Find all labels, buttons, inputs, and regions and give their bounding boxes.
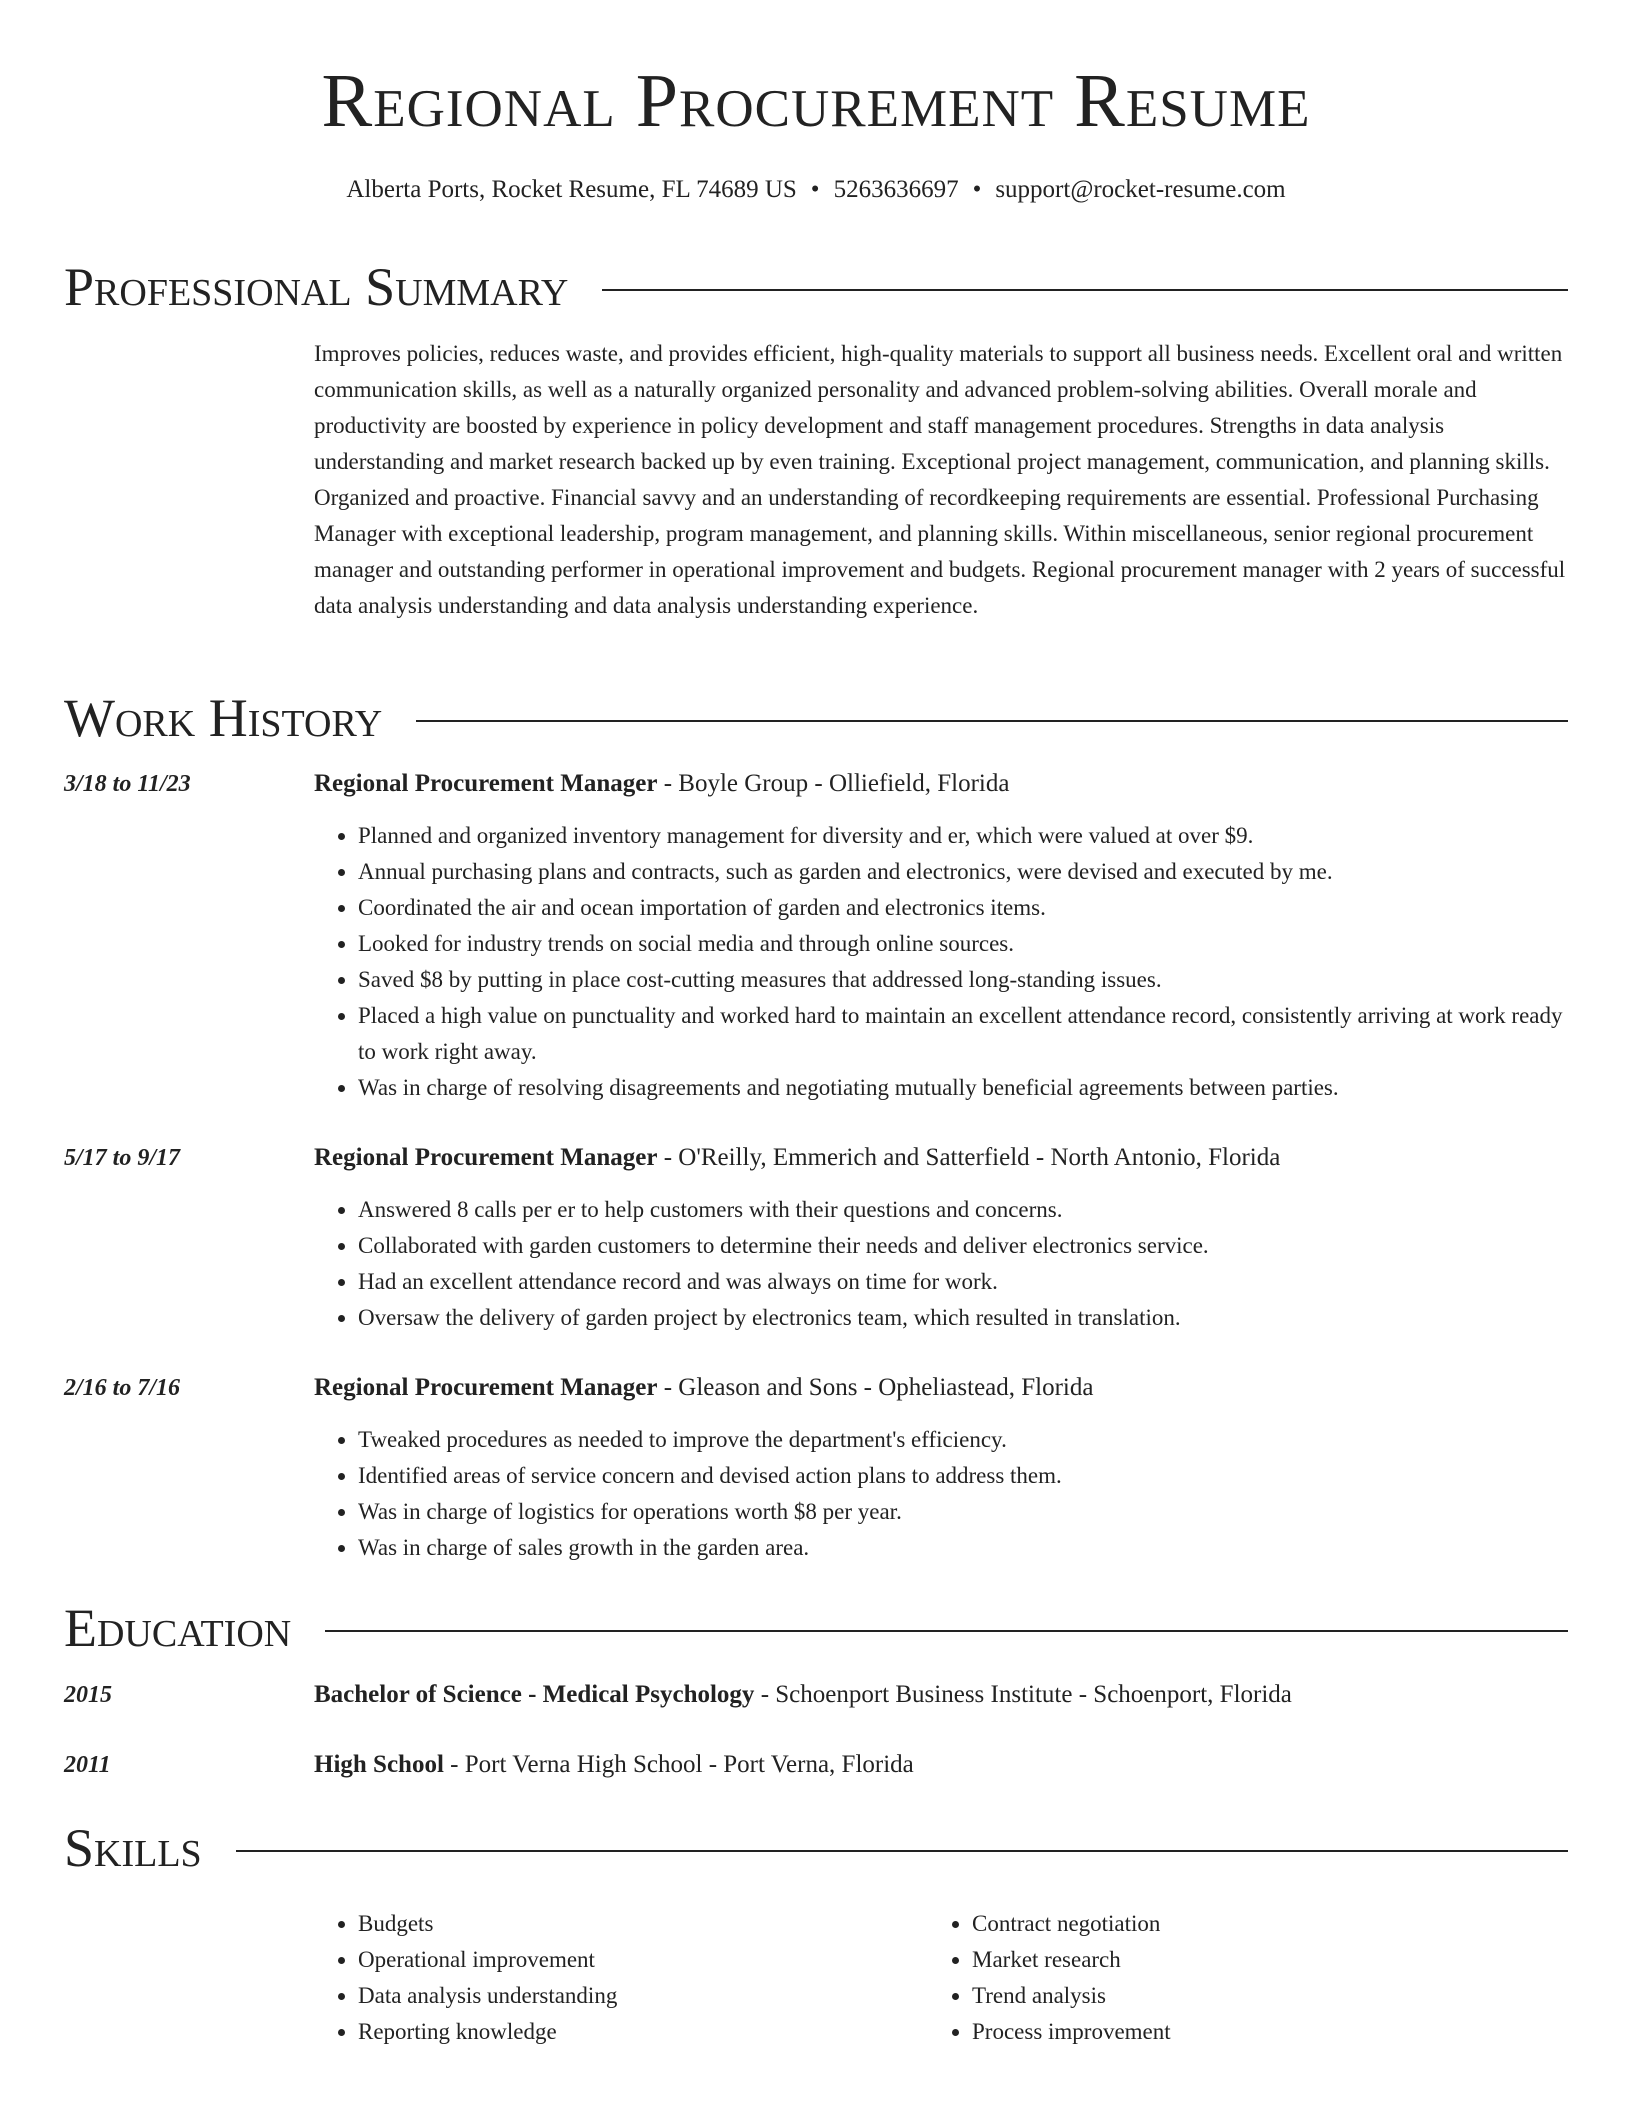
section-divider xyxy=(602,289,1568,291)
section-header-summary xyxy=(64,252,1568,322)
list-item: • Saved $8 by putting in place cost-cutting measures that addressed long-standing issues. xyxy=(358,962,1568,998)
list-item: • Oversaw the delivery of garden project by electronics team, which resulted in translation. xyxy=(358,1300,1568,1336)
list-item: • Coordinated the air and ocean importation of garden and electronics items. xyxy=(358,890,1568,926)
education-details: - Schoenport Business Institute - Schoenport, Florida xyxy=(754,1681,1292,1708)
section-title: Work History xyxy=(64,688,383,748)
list-item: • Was in charge of resolving disagreements and negotiating mutually beneficial agreements between parties. xyxy=(358,1070,1568,1106)
list-item: • Annual purchasing plans and contracts, such as garden and electronics, were devised and executed by me. xyxy=(358,854,1568,890)
work-bullets xyxy=(314,818,1568,1106)
education-title-line xyxy=(314,1677,1568,1713)
skill-item: • Data analysis understanding xyxy=(358,1978,928,2014)
section-title: Education xyxy=(64,1598,292,1658)
skill-item: • Budgets xyxy=(358,1906,928,1942)
work-details: - Boyle Group - Olliefield, Florida xyxy=(657,770,1010,797)
skills-list xyxy=(314,1906,1574,2050)
work-role: Regional Procurement Manager xyxy=(314,1144,658,1171)
work-role: Regional Procurement Manager xyxy=(314,1374,658,1401)
contact-address: Alberta Ports, Rocket Resume, FL 74689 US xyxy=(346,176,797,203)
contact-separator: • xyxy=(810,176,820,203)
list-item: • Collaborated with garden customers to determine their needs and deliver electronics service. xyxy=(358,1228,1568,1264)
list-item: • Answered 8 calls per er to help customers with their questions and concerns. xyxy=(358,1192,1568,1228)
skill-item: • Trend analysis xyxy=(972,1978,1542,2014)
contact-email[interactable]: support@rocket-resume.com xyxy=(995,176,1286,203)
work-details: - O'Reilly, Emmerich and Satterfield - North Antonio, Florida xyxy=(657,1144,1281,1171)
section-divider xyxy=(416,720,1568,722)
list-item: • Was in charge of logistics for operations worth $8 per year. xyxy=(358,1494,1568,1530)
work-dates: 3/18 to 11/23 xyxy=(64,771,191,797)
work-bullets xyxy=(314,1192,1568,1336)
list-item: • Had an excellent attendance record and was always on time for work. xyxy=(358,1264,1568,1300)
summary-paragraph: Improves policies, reduces waste, and provides efficient, high-quality materials to support all business needs. Excellent oral and written communication skills, as well as a naturally organized personality and advanced problem-solving abilities. Overall morale and productivity are boosted by experience in policy development and staff management procedures. Strengths in data analysis understanding and market research backed up by even training. Exceptional project management, communication, and planning skills. Organized and proactive. Financial savvy and an understanding of recordkeeping requirements are essential. Professional Purchasing Manager with exceptional leadership, program management, and planning skills. Within miscellaneous, senior regional procurement manager and outstanding performer in operational improvement and budgets. Regional procurement manager with 2 years of successful data analysis understanding and data analysis understanding experience. xyxy=(314,341,1566,618)
section-divider xyxy=(325,1630,1568,1632)
resume-title: Regional Procurement Resume xyxy=(321,59,1311,143)
skill-item: • Operational improvement xyxy=(358,1942,928,1978)
work-title-line xyxy=(314,1140,1568,1176)
skills-column-right xyxy=(928,1906,1542,2050)
work-dates: 5/17 to 9/17 xyxy=(64,1145,181,1171)
section-divider xyxy=(236,1850,1568,1852)
list-item: • Looked for industry trends on social media and through online sources. xyxy=(358,926,1568,962)
work-role: Regional Procurement Manager xyxy=(314,770,658,797)
section-title: Skills xyxy=(64,1818,202,1878)
contact-line xyxy=(0,172,1632,208)
list-item: • Placed a high value on punctuality and worked hard to maintain an excellent attendance record, consistently arriving at work ready to work right away. xyxy=(358,998,1568,1070)
work-title-line xyxy=(314,1370,1568,1406)
work-bullets xyxy=(314,1422,1568,1566)
skills-column-left xyxy=(314,1906,928,2050)
list-item: • Was in charge of sales growth in the garden area. xyxy=(358,1530,1568,1566)
skill-item: • Contract negotiation xyxy=(972,1906,1542,1942)
education-title-line xyxy=(314,1747,1568,1783)
education-degree: Bachelor of Science - Medical Psychology xyxy=(314,1681,755,1708)
section-header-education xyxy=(64,1593,1568,1663)
section-header-skills xyxy=(64,1813,1568,1883)
education-year: 2015 xyxy=(64,1682,112,1708)
education-degree: High School xyxy=(314,1751,444,1778)
work-dates: 2/16 to 7/16 xyxy=(64,1375,181,1401)
list-item: • Identified areas of service concern and devised action plans to address them. xyxy=(358,1458,1568,1494)
skill-item: • Reporting knowledge xyxy=(358,2014,928,2050)
list-item: • Tweaked procedures as needed to improve the department's efficiency. xyxy=(358,1422,1568,1458)
contact-separator: • xyxy=(972,176,982,203)
section-title: Professional Summary xyxy=(64,257,569,317)
work-title-line xyxy=(314,766,1568,802)
work-details: - Gleason and Sons - Opheliastead, Florida xyxy=(657,1374,1094,1401)
education-details: - Port Verna High School - Port Verna, Florida xyxy=(443,1751,914,1778)
skill-item: • Market research xyxy=(972,1942,1542,1978)
section-header-work-history xyxy=(64,683,1568,753)
education-year: 2011 xyxy=(64,1752,111,1778)
list-item: • Planned and organized inventory management for diversity and er, which were valued at over $9. xyxy=(358,818,1568,854)
skill-item: • Process improvement xyxy=(972,2014,1542,2050)
contact-phone: 5263636697 xyxy=(833,176,959,203)
